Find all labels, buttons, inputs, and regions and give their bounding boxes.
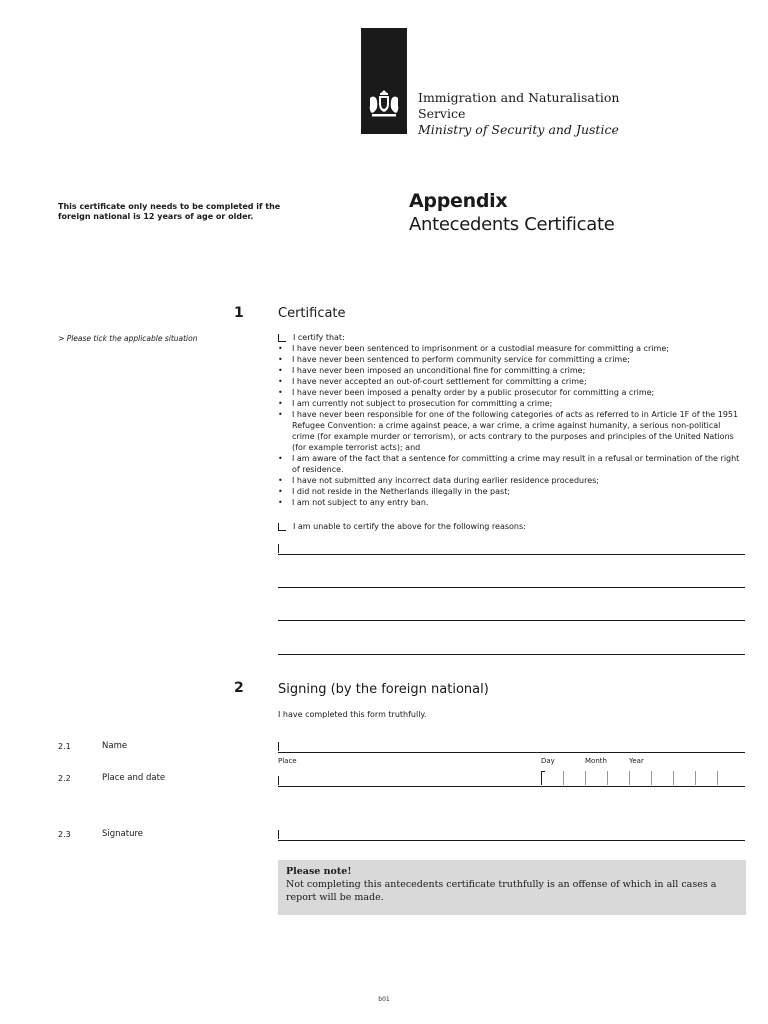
reason-line-4[interactable]: [278, 654, 745, 655]
date-box-divider: [717, 771, 718, 785]
unable-label: I am unable to certify the above for the following reasons:: [293, 522, 526, 531]
list-item: • I have never been responsible for one of the following categories of acts as referred to in Article 1F of the 1951 Refugee Convention: a crime against peace, a war crime, a crime against humanity, a serious non-political crime (for example murder or terrorism), or acts contrary to the purposes and principles of the United Nations (for example terrorist acts); and: [277, 409, 742, 453]
section-1-number: 1: [234, 305, 244, 321]
hint-arrow-icon: >: [58, 334, 65, 343]
date-box-divider: [563, 771, 564, 785]
year-label: Year: [629, 757, 644, 765]
certify-checkbox[interactable]: [278, 334, 286, 342]
list-item: • I have never accepted an out-of-court settlement for committing a crime;: [277, 376, 742, 387]
reason-line-3[interactable]: [278, 620, 745, 621]
date-box-divider: [607, 771, 608, 785]
list-item: • I have not submitted any incorrect data during earlier residence procedures;: [277, 475, 742, 486]
place-date-label: Place and date: [102, 773, 166, 783]
coat-of-arms-icon: [364, 84, 404, 124]
org-name-line1: Immigration and Naturalisation: [418, 90, 620, 105]
certify-label: I certify that:: [293, 333, 345, 342]
page-subtitle: Antecedents Certificate: [409, 214, 615, 235]
please-note-box: [278, 860, 746, 915]
reason-field-cursor: [278, 544, 279, 553]
signature-field[interactable]: [278, 840, 745, 841]
section-1-title: Certificate: [278, 306, 346, 321]
name-field[interactable]: [278, 752, 745, 753]
footer-code: b01: [378, 996, 390, 1003]
date-box-divider: [695, 771, 696, 785]
name-label: Name: [102, 741, 128, 751]
date-box-divider: [629, 771, 630, 785]
date-box-divider: [673, 771, 674, 785]
list-item: • I am currently not subject to prosecution for committing a crime;: [277, 398, 742, 409]
list-item: • I did not reside in the Netherlands illegally in the past;: [277, 486, 742, 497]
list-item: • I have never been imposed a penalty order by a public prosecutor for committing a crime;: [277, 387, 742, 398]
name-field-cursor: [278, 742, 279, 751]
truthful-statement: I have completed this form truthfully.: [278, 710, 427, 719]
field-number-place-date: 2.2: [58, 774, 71, 783]
date-box-corner: [541, 771, 545, 772]
government-logo: [361, 28, 407, 134]
ministry-name: Ministry of Security and Justice: [418, 122, 619, 137]
section-2-title: Signing (by the foreign national): [278, 682, 489, 697]
field-number-signature: 2.3: [58, 830, 71, 839]
page-title: Appendix: [409, 190, 508, 212]
date-box-divider: [585, 771, 586, 785]
place-date-field[interactable]: [278, 786, 745, 787]
signature-label: Signature: [102, 829, 144, 839]
list-item: • I am aware of the fact that a sentence for committing a crime may result in a refusal or termination of the right of residence.: [277, 453, 742, 475]
intro-note: This certificate only needs to be completed if the foreign national is 12 years of age or older.: [58, 202, 281, 221]
list-item: • I have never been imposed an unconditional fine for committing a crime;: [277, 365, 742, 376]
month-label: Month: [585, 757, 607, 765]
notice-body: Not completing this antecedents certificate truthfully is an offense of which in all cases a report will be made.: [286, 879, 717, 903]
organisation-name: [418, 90, 619, 138]
tick-hint: [58, 334, 198, 343]
field-number-name: 2.1: [58, 742, 71, 751]
section-2-number: 2: [234, 680, 244, 696]
org-name-line2: Service: [418, 106, 466, 121]
date-box-divider: [541, 771, 542, 785]
place-label: Place: [278, 757, 297, 765]
date-box-divider: [651, 771, 652, 785]
certify-bullet-list: [277, 343, 742, 508]
signature-field-cursor: [278, 830, 279, 839]
unable-checkbox[interactable]: [278, 523, 286, 531]
hint-text: Please tick the applicable situation: [66, 334, 198, 343]
list-item: • I have never been sentenced to imprisonment or a custodial measure for committing a crime;: [277, 343, 742, 354]
notice-title: Please note!: [286, 866, 352, 877]
reason-line-2[interactable]: [278, 587, 745, 588]
list-item: • I have never been sentenced to perform community service for committing a crime;: [277, 354, 742, 365]
day-label: Day: [541, 757, 555, 765]
place-field-cursor: [278, 776, 279, 785]
reason-line-1[interactable]: [278, 554, 745, 555]
list-item: • I am not subject to any entry ban.: [277, 497, 742, 508]
